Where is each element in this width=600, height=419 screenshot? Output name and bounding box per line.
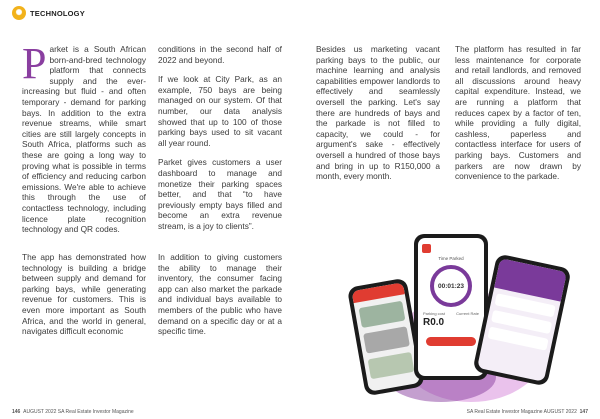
timer-value: 00:01:23 [437,282,465,290]
paragraph: If we look at City Park, as an example, 750 bays are being managed on our system. Of that number, our data analysis showed that up to 100 of those parking bays used to sit vacant all year round. [158,74,282,148]
column-4 [455,44,581,191]
footer-text: SA Real Estate Investor Magazine AUGUST 2022 [466,409,577,415]
gear-icon: ✺ [12,6,26,20]
section-header [12,6,85,20]
column-3 [316,44,440,191]
time-label: Time Parked [438,256,464,261]
paragraph: Besides us marketing vacant parking bays to the public, our machine learning and analysis capabilities empower landlords to effectively and seamlessly oversell the parking. Let's say there are hundreds of bays and the parkade is not filled to capacity, we could - for argument's sake - effectively oversell a hundred of those bays and bring in up to R150,000 a month, every month. [316,44,440,182]
paragraph: In addition to giving customers the ability to manage their inventory, the consumer facing app can also market the parkade and individual bays available to members of the public who have demand on a specific day or at a specific time. [158,252,282,337]
fee-value: R0.0 [423,317,445,328]
paragraph: conditions in the second half of 2022 and beyond. [158,44,282,65]
fee-label: Parking cost [423,311,446,316]
timer-ring [430,265,472,307]
column-1 [22,39,146,337]
paragraph: The platform has resulted in far less maintenance for corporate and retail landlords, and removed all discussions around heavy capital expenditure. Instead, we are running a platform that reduces capex by a factor of ten, while providing a fully digital, cashless, paperless and contactless interface for users of parking bays. Customers and parkers are now drawn by convenience to the parkade. [455,44,581,182]
paragraph-text: arket is a South African born-and-bred technology platform that connects supply and the ever-increasing but fluid - and often temporary - demand for parking bays. In addition to the extra revenue streams, while smart cities are still largely concepts in South Africa, platforms such as these are going a long way to proving what is possible in terms of efficiency and reducing carbon emissions. We're able to achieve this through the use of contactless technology, including licence plate recognition technology and QR codes. [22,44,146,235]
paragraph: The app has demonstrated how technology is building a bridge between supply and demand for parking bays, while generating revenue for customers. This is even more important as South Africa, and the world in general, navigates difficult economic [22,252,146,337]
section-label: TECHNOLOGY [30,8,85,18]
dropcap: P [22,39,47,88]
page-number: 146 [12,409,21,415]
footer-left [12,409,134,415]
paragraph [22,39,146,235]
paragraph: Parket gives customers a user dashboard to manage and monetize their parking spaces better, and that “to have previously empty bays filled and become an extra revenue stream, is a joy to clients”. [158,157,282,231]
rate-label: Current Rate [456,311,479,316]
app-phones-illustration [356,232,576,408]
footer-text: AUGUST 2022 SA Real Estate Investor Magazine [23,409,134,415]
end-session-button[interactable] [426,337,476,346]
footer-right [467,409,588,415]
page-number: 147 [579,409,588,415]
column-2 [158,44,282,337]
